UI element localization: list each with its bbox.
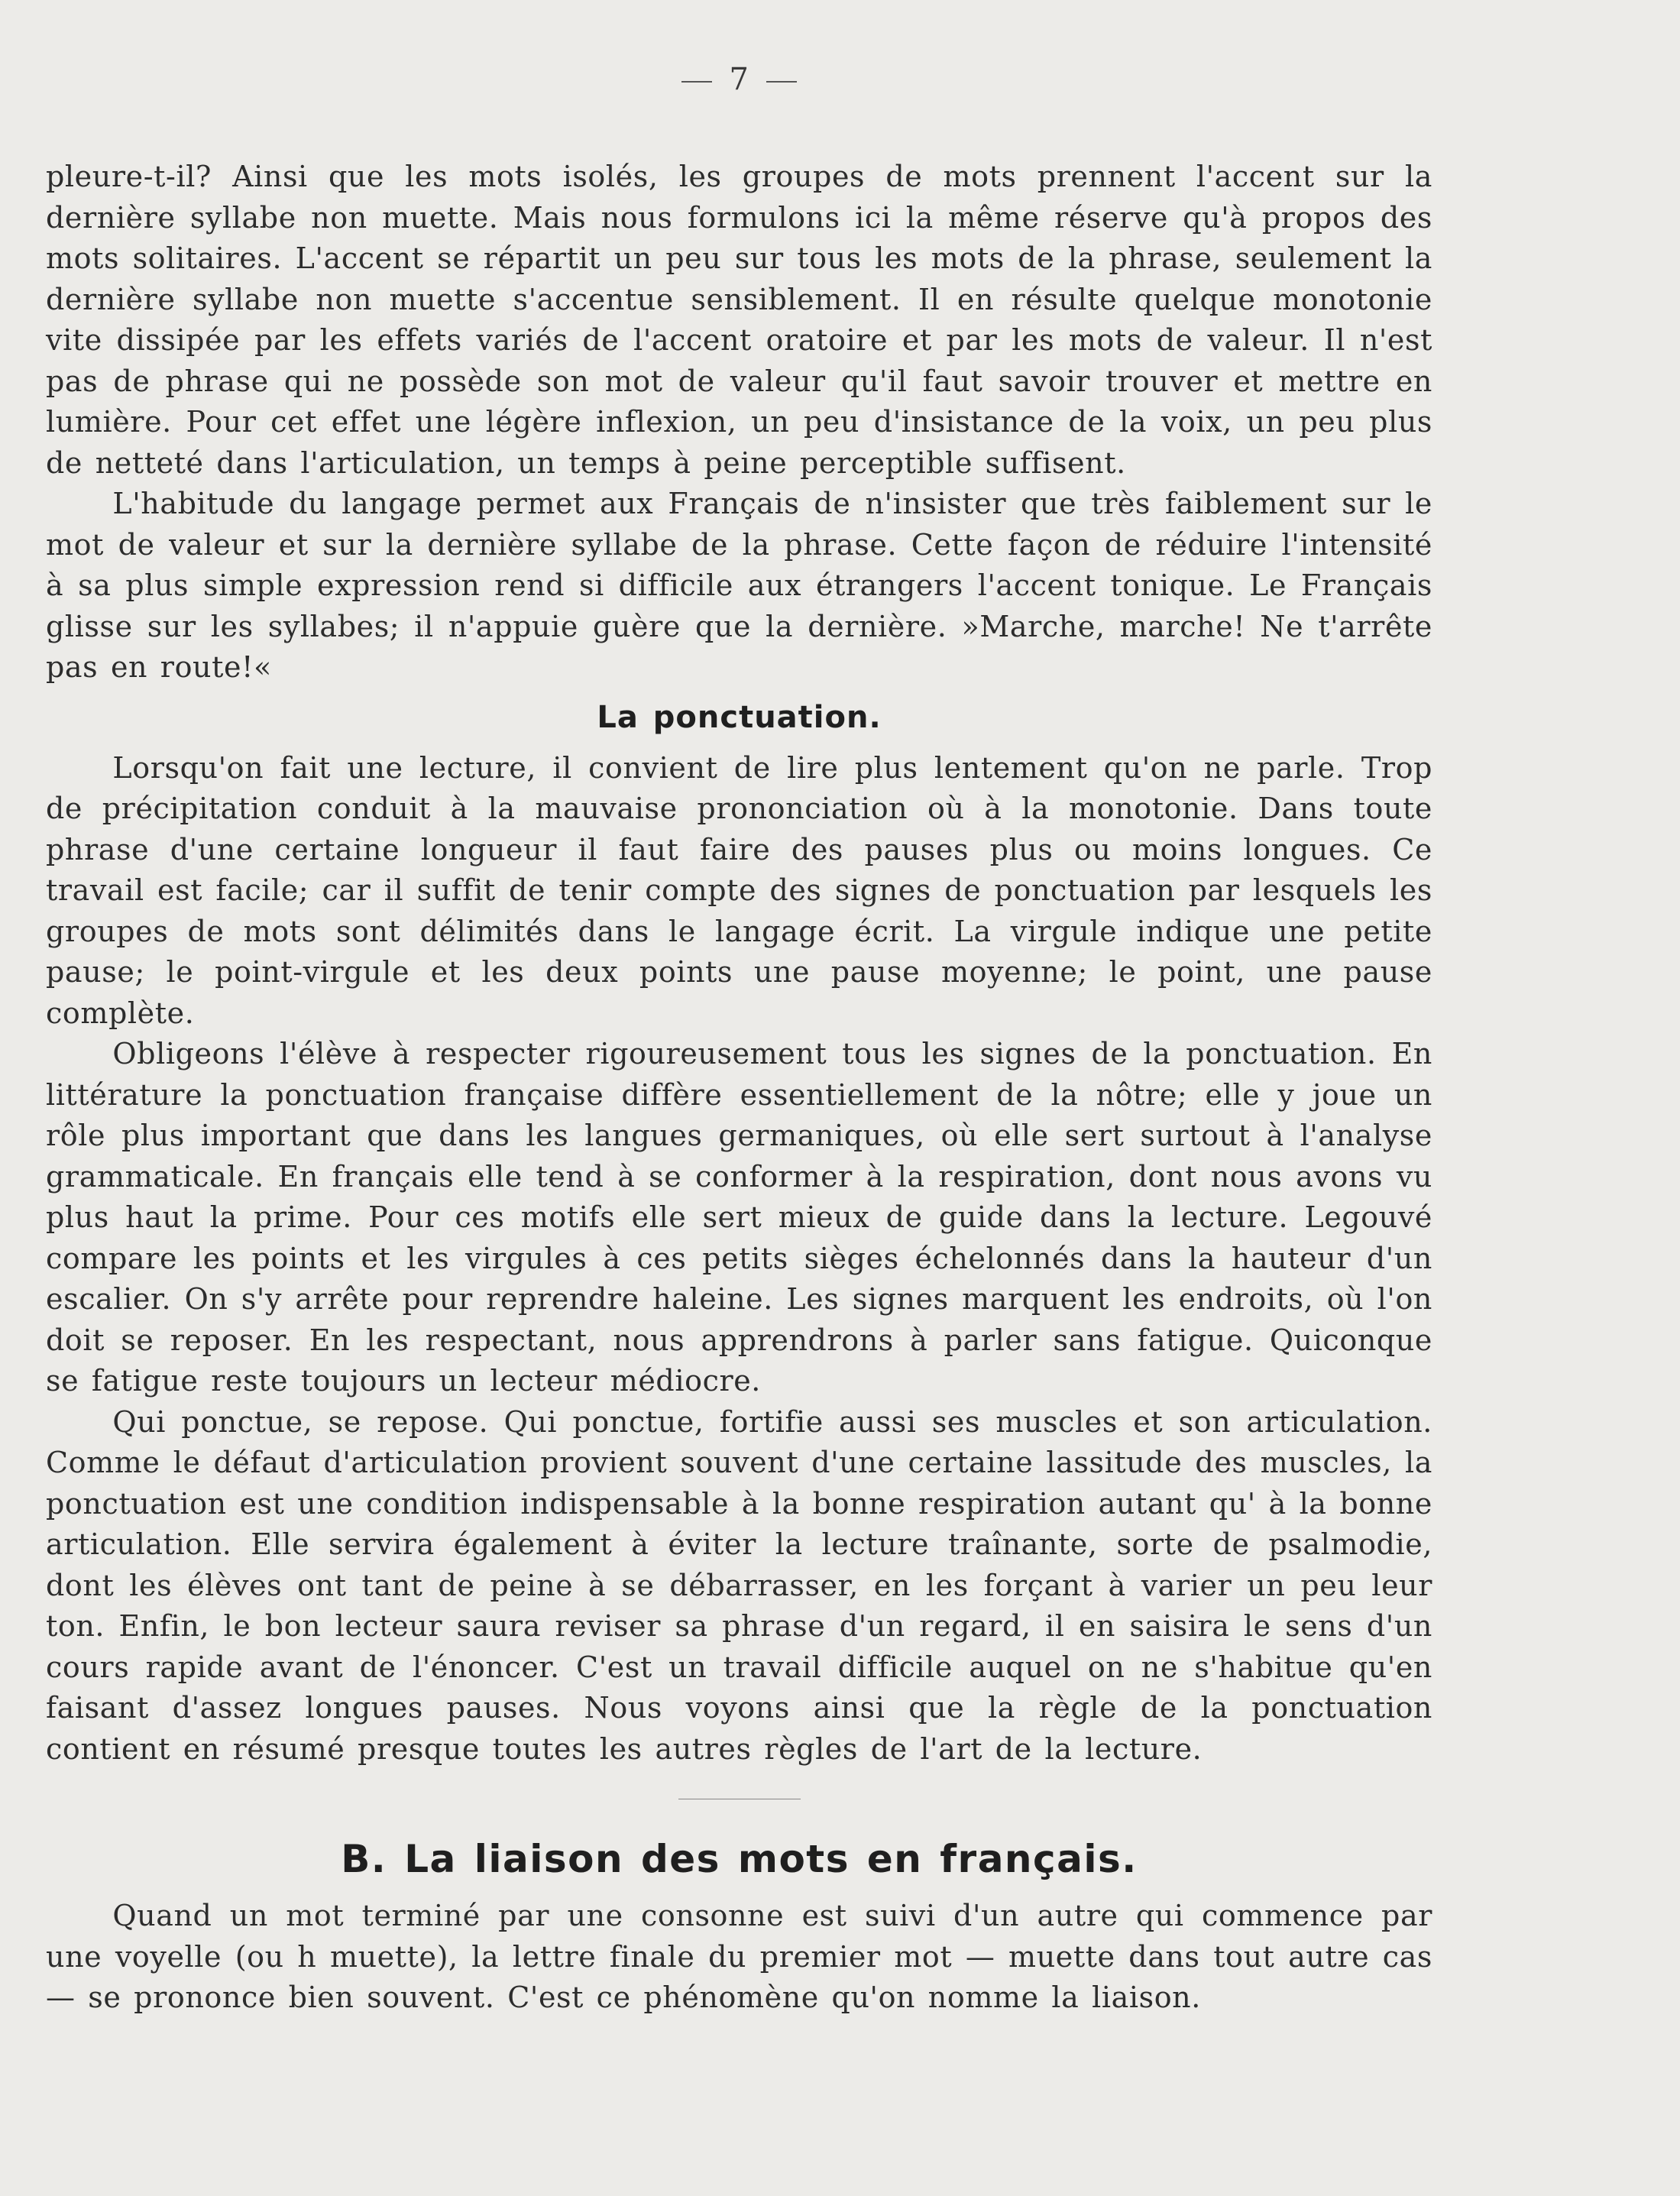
paragraph-liaison: Quand un mot terminé par une consonne est suivi d'un autre qui commence par une voyelle (ou h muette), la lettre finale du premier mot — muette dans tout autre cas — se prononce bien souvent. C'est ce phénomène qu'on nomme la liaison. [46,1899,1432,2014]
paragraph-qui-ponctue: Qui ponctue, se repose. Qui ponctue, fortifie aussi ses muscles et son articulation. Comme le défaut d'articulation provient souvent d'une certaine lassitude des muscles, la ponctuation est une condition indispensable à la bonne respiration autant qu' à la bonne articulation. Elle servira également à éviter la lecture traînante, sorte de psalmodie, dont les élèves ont tant de peine à se débarrasser, en les forçant à varier un peu leur ton. Enfin, le bon lecteur saura reviser sa phrase d'un regard, il en saisira le sens d'un cours rapide avant de l'énoncer. C'est un travail difficile auquel on ne s'habitue qu'en faisant d'assez longues pauses. Nous voyons ainsi que la règle de la ponctuation contient en résumé presque toutes les autres règles de l'art de la lecture. [46,1404,1432,1766]
paragraph-continued: pleure-t-il? Ainsi que les mots isolés, les groupes de mots prennent l'accent sur la dernière syllabe non muette. Mais nous formulons ici la même réserve qu'à propos des mots solitaires. L'accent se répartit un peu sur tous les mots de la phrase, seulement la dernière syllabe non muette s'accentue sensiblement. Il en résulte quelque monotonie vite dissipée par les effets variés de l'accent oratoire et par les mots de valeur. Il n'est pas de phrase qui ne possède son mot de valeur qu'il faut savoir trouver et mettre en lumière. Pour cet effet une légère inflexion, un peu d'insistance de la voix, un peu plus de netteté dans l'articulation, un temps à peine perceptible suffisent. [46,160,1432,480]
page-number: 7 [46,64,1432,95]
paragraph-obligeons: Obligeons l'élève à respecter rigoureusement tous les signes de la ponctuation. En littérature la ponctuation française diffère essentiellement de la nôtre; elle y joue un rôle plus important que dans les langues germaniques, où elle sert surtout à l'analyse grammaticale. En français elle tend à se conformer à la respiration, dont nous avons vu plus haut la prime. Pour ces motifs elle sert mieux de guide dans la lecture. Legouvé compare les points et les virgules à ces petits sièges échelonnés dans la hauteur d'un escalier. On s'y arrête pour reprendre haleine. Les signes marquent les endroits, où l'on doit se reposer. En les respectant, nous apprendrons à parler sans fatigue. Quiconque se fatigue reste toujours un lecteur médiocre. [46,1037,1432,1398]
document-page [46,62,1432,2132]
paragraph-habitude: L'habitude du langage permet aux Français de n'insister que très faiblement sur le mot de valeur et sur la dernière syllabe de la phrase. Cette façon de réduire l'intensité à sa plus simple expression rend si difficile aux étrangers l'accent tonique. Le Français glisse sur les syllabes; il n'appuie guère que la dernière. »Marche, marche! Ne t'arrête pas en route!« [46,487,1432,684]
page-body [46,157,1432,2019]
paragraph-lecture: Lorsqu'on fait une lecture, il convient de lire plus lentement qu'on ne parle. Trop de précipitation conduit à la mauvaise prononciation où à la monotonie. Dans toute phrase d'une certaine longueur il faut faire des pauses plus ou moins longues. Ce travail est facile; car il suffit de tenir compte des signes de ponctuation par lesquels les groupes de mots sont délimités dans le langage écrit. La virgule indique une petite pause; le point-virgule et les deux points une pause moyenne; le point, une pause complète. [46,750,1432,1030]
heading-ponctuation: La ponctuation. [597,699,882,735]
heading-liaison: B. La liaison des mots en français. [341,1837,1138,1881]
